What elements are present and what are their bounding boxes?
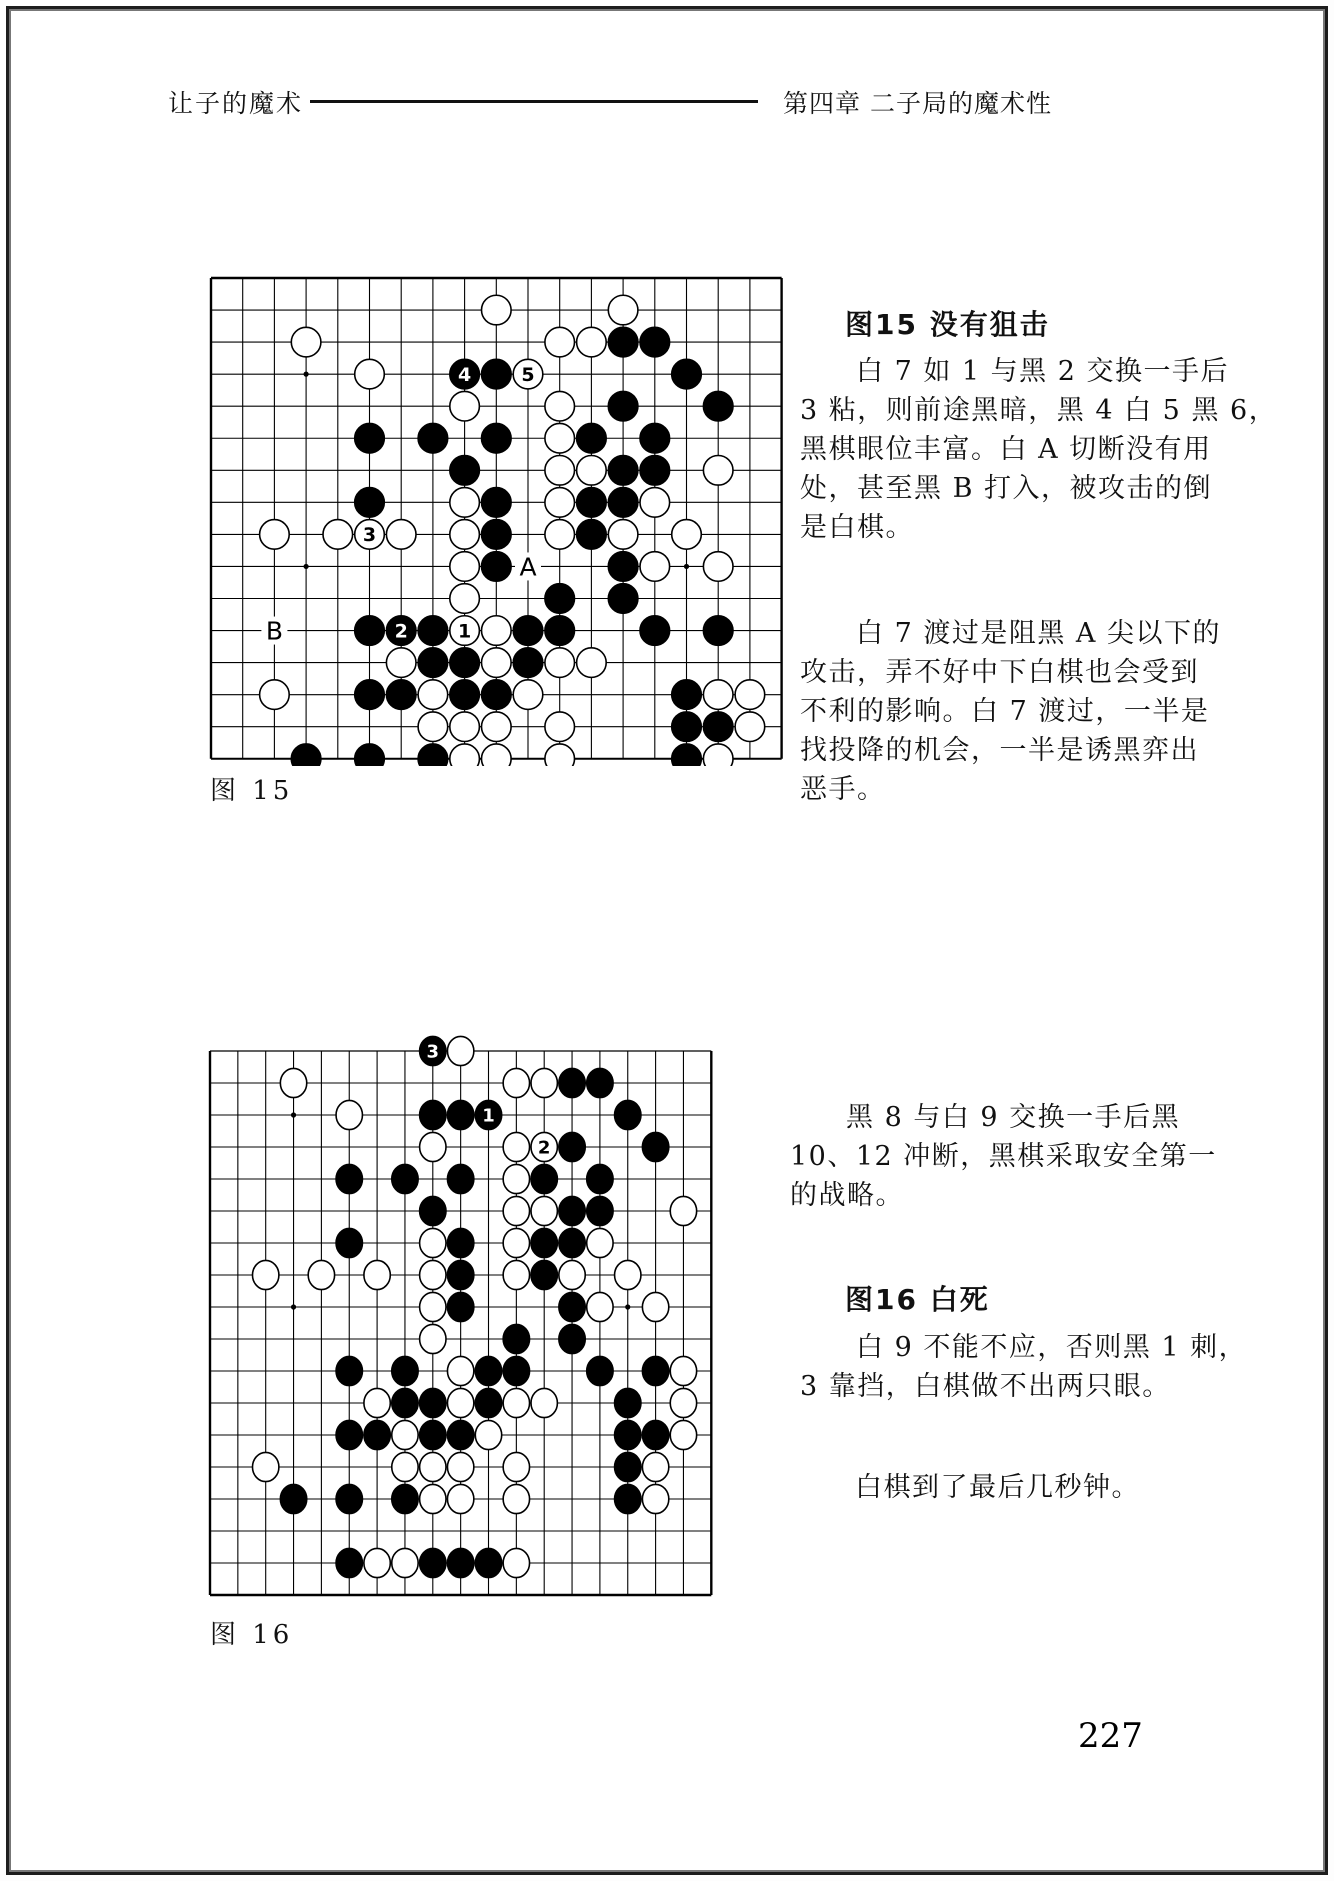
text-line: 的战略。 xyxy=(790,1180,904,1211)
text-line: 黑棋眼位丰富。白 A 切断没有用 xyxy=(800,434,1212,465)
text-line: 3 粘，则前途黑暗，黑 4 白 5 黑 6， xyxy=(800,395,1278,426)
text-line: 3 靠挡，白棋做不出两只眼。 xyxy=(800,1371,1171,1402)
figure-16-paragraph-3 xyxy=(855,1468,1255,1507)
text-line: 攻击，弄不好中下白棋也会受到 xyxy=(800,657,1199,688)
text-line: 恶手。 xyxy=(800,774,886,805)
svg-text:3: 3 xyxy=(362,524,377,547)
svg-text:2: 2 xyxy=(537,1137,551,1159)
figure-16-title: 图16 白死 xyxy=(845,1283,990,1316)
figure-16-paragraph-2 xyxy=(800,1328,1248,1406)
text-line: 黑 8 与白 9 交换一手后黑 xyxy=(846,1102,1181,1133)
page-number: 227 xyxy=(1078,1716,1143,1756)
figure-16-paragraph-1 xyxy=(790,1098,1220,1215)
text-line: 不利的影响。白 7 渡过，一半是 xyxy=(800,696,1210,727)
svg-text:4: 4 xyxy=(457,363,472,386)
svg-text:1: 1 xyxy=(457,620,472,643)
svg-text:5: 5 xyxy=(521,363,535,386)
text-line: 找投降的机会，一半是诱黑弈出 xyxy=(800,735,1199,766)
svg-text:1: 1 xyxy=(482,1105,495,1127)
figure-15-title: 图15 没有狙击 xyxy=(845,308,1050,341)
svg-text:3: 3 xyxy=(426,1041,440,1063)
svg-text:2: 2 xyxy=(394,620,408,643)
figure-15-paragraph-1 xyxy=(800,352,1278,547)
text-line: 白 7 如 1 与黑 2 交换一手后 xyxy=(856,356,1230,387)
text-line: 白 9 不能不应，否则黑 1 刺， xyxy=(856,1332,1248,1363)
text-line: 处，甚至黑 B 打入，被攻击的倒 xyxy=(800,473,1213,504)
text-line: 白棋到了最后几秒钟。 xyxy=(855,1472,1140,1503)
svg-text:B: B xyxy=(265,616,283,646)
figure-16-caption: 图 16 xyxy=(210,1620,294,1650)
figure-15-paragraph-2 xyxy=(800,614,1220,809)
svg-text:A: A xyxy=(519,552,537,582)
figure-16-board-diagram xyxy=(193,1034,729,1612)
header-chapter-title: 第四章 二子局的魔术性 xyxy=(783,89,1052,118)
header-rule xyxy=(310,100,758,103)
text-line: 白 7 渡过是阻黑 A 尖以下的 xyxy=(856,618,1222,649)
header-book-title: 让子的魔术 xyxy=(168,89,304,118)
text-line: 是白棋。 xyxy=(800,512,914,543)
figure-15-board-diagram xyxy=(194,261,799,766)
text-line: 10、12 冲断，黑棋采取安全第一 xyxy=(790,1141,1217,1172)
figure-15-caption: 图 15 xyxy=(210,776,294,806)
